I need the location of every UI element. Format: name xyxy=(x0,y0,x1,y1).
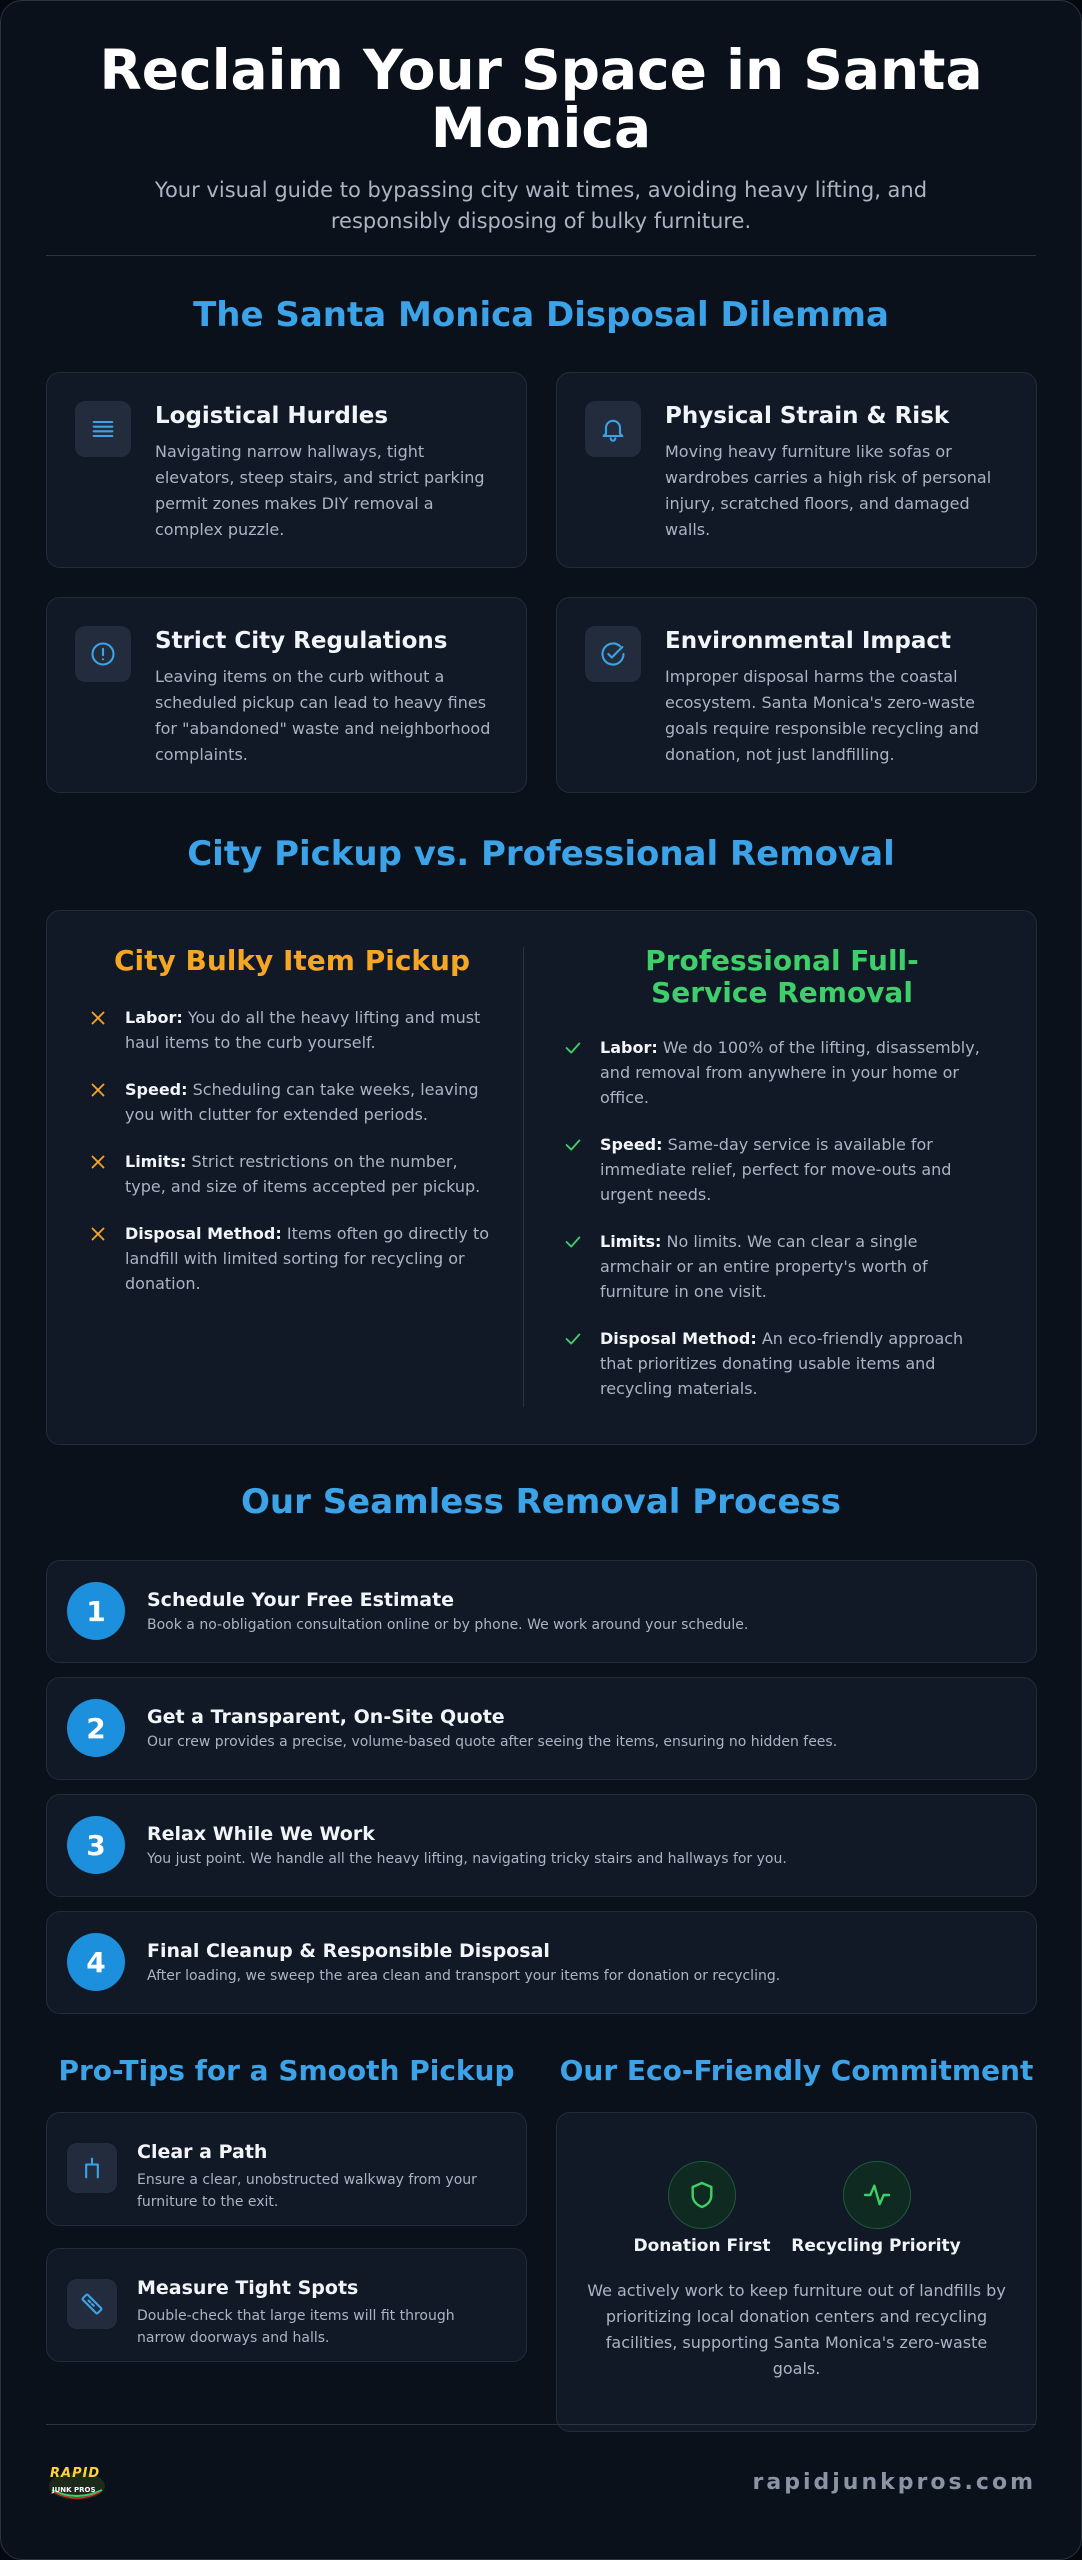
step-number: 4 xyxy=(67,1933,125,1991)
eco-badge-label: Recycling Priority xyxy=(791,2236,961,2256)
tip-title: Measure Tight Spots xyxy=(137,2277,359,2299)
activity-icon xyxy=(843,2161,911,2229)
alert-circle-icon xyxy=(75,626,131,682)
process-step xyxy=(46,1677,1037,1780)
tip-title: Clear a Path xyxy=(137,2141,268,2163)
eco-badge-label: Donation First xyxy=(633,2236,771,2256)
list-item: Labor: You do all the heavy lifting and must haul items to the curb yourself. xyxy=(87,1005,497,1055)
comparison-heading: City Pickup vs. Professional Removal xyxy=(187,834,895,874)
step-text: After loading, we sweep the area clean and transport your items for donation or recycling. xyxy=(147,1968,781,1984)
dilemma-card-text: Moving heavy furniture like sofas or wardrobes carries a high risk of personal injury, scratched floors, and damaged walls. xyxy=(665,442,992,539)
step-number: 1 xyxy=(67,1582,125,1640)
x-icon xyxy=(87,1151,109,1173)
page-title: Reclaim Your Space in Santa Monica xyxy=(99,38,983,160)
step-title: Final Cleanup & Responsible Disposal xyxy=(147,1940,550,1962)
tip-text: Double-check that large items will fit through narrow doorways and halls. xyxy=(137,2308,455,2346)
check-circle-icon xyxy=(585,626,641,682)
bell-icon xyxy=(585,401,641,457)
logo xyxy=(46,2462,108,2506)
process-step xyxy=(46,1911,1037,2014)
logo-text-top: RAPID xyxy=(50,2466,101,2481)
list-item: Disposal Method: Items often go directly to landfill with limited sorting for recycling or donation. xyxy=(87,1221,497,1296)
x-icon xyxy=(87,1007,109,1029)
logo-text-bottom: JUNK PROS xyxy=(52,2486,96,2494)
professional-removal-column xyxy=(562,945,1002,1401)
process-step xyxy=(46,1560,1037,1663)
check-icon xyxy=(562,1134,584,1156)
list-item: Labor: We do 100% of the lifting, disassembly, and removal from anywhere in your home or office. xyxy=(562,1035,992,1110)
dilemma-card-text: Improper disposal harms the coastal ecosystem. Santa Monica's zero-waste goals require responsible recycling and donation, not just landfilling. xyxy=(665,667,979,764)
dilemma-card-text: Leaving items on the curb without a scheduled pickup can lead to heavy fines for "abandoned" waste and neighborhood complaints. xyxy=(155,667,491,764)
professional-removal-title: Professional Full-Service Removal xyxy=(645,944,919,1009)
dilemma-heading: The Santa Monica Disposal Dilemma xyxy=(193,295,889,335)
city-pickup-column xyxy=(87,945,497,1296)
step-title: Schedule Your Free Estimate xyxy=(147,1589,455,1611)
tip-card xyxy=(46,2112,527,2226)
list-item: Limits: Strict restrictions on the number, type, and size of items accepted per pickup. xyxy=(87,1149,497,1199)
dilemma-card-title: Physical Strain & Risk xyxy=(665,403,950,429)
list-item: Speed: Same-day service is available for immediate relief, perfect for move-outs and urgent needs. xyxy=(562,1132,992,1207)
dilemma-card-logistical xyxy=(46,372,527,568)
comparison-panel xyxy=(46,910,1037,1445)
comparison-divider xyxy=(523,947,524,1407)
list-icon xyxy=(75,401,131,457)
list-item: Speed: Scheduling can take weeks, leaving you with clutter for extended periods. xyxy=(87,1077,497,1127)
step-number: 3 xyxy=(67,1816,125,1874)
step-title: Relax While We Work xyxy=(147,1823,375,1845)
check-icon xyxy=(562,1328,584,1350)
ruler-icon xyxy=(67,2279,117,2329)
x-icon xyxy=(87,1079,109,1101)
path-icon xyxy=(67,2143,117,2193)
tip-text: Ensure a clear, unobstructed walkway from your furniture to the exit. xyxy=(137,2172,477,2210)
eco-text: We actively work to keep furniture out of landfills by prioritizing local donation centers and recycling facilities, supporting Santa Monica's zero-waste goals. xyxy=(587,2281,1006,2378)
eco-panel xyxy=(556,2112,1037,2432)
check-icon xyxy=(562,1231,584,1253)
footer-domain[interactable]: rapidjunkpros.com xyxy=(752,2470,1036,2495)
check-icon xyxy=(562,1037,584,1059)
dilemma-card-regulations xyxy=(46,597,527,793)
step-title: Get a Transparent, On-Site Quote xyxy=(147,1706,505,1728)
x-icon xyxy=(87,1223,109,1245)
dilemma-card-text: Navigating narrow hallways, tight elevators, steep stairs, and strict parking permit zones makes DIY removal a complex puzzle. xyxy=(155,442,485,539)
city-pickup-title: City Bulky Item Pickup xyxy=(113,944,471,977)
shield-icon xyxy=(668,2161,736,2229)
dilemma-card-physical xyxy=(556,372,1037,568)
list-item: Disposal Method: An eco-friendly approach that prioritizes donating usable items and recycling materials. xyxy=(562,1326,992,1401)
step-number: 2 xyxy=(67,1699,125,1757)
page-subtitle: Your visual guide to bypassing city wait times, avoiding heavy lifting, and responsibly disposing of bulky furniture. xyxy=(154,178,928,233)
step-text: Book a no-obligation consultation online or by phone. We work around your schedule. xyxy=(147,1617,749,1633)
hero xyxy=(1,1,1081,237)
step-text: You just point. We handle all the heavy lifting, navigating tricky stairs and hallways for you. xyxy=(147,1851,787,1867)
step-text: Our crew provides a precise, volume-based quote after seeing the items, ensuring no hidden fees. xyxy=(147,1734,838,1750)
dilemma-card-title: Logistical Hurdles xyxy=(155,403,389,429)
process-step xyxy=(46,1794,1037,1897)
tips-heading: Pro-Tips for a Smooth Pickup xyxy=(58,2054,515,2087)
dilemma-card-title: Environmental Impact xyxy=(665,628,951,654)
list-item: Limits: No limits. We can clear a single armchair or an entire property's worth of furniture in one visit. xyxy=(562,1229,992,1304)
footer-divider xyxy=(46,2424,1036,2425)
process-heading: Our Seamless Removal Process xyxy=(240,1482,841,1522)
tip-card xyxy=(46,2248,527,2362)
dilemma-card-environmental xyxy=(556,597,1037,793)
eco-heading: Our Eco-Friendly Commitment xyxy=(559,2054,1034,2087)
dilemma-card-title: Strict City Regulations xyxy=(155,628,448,654)
divider xyxy=(46,255,1036,256)
